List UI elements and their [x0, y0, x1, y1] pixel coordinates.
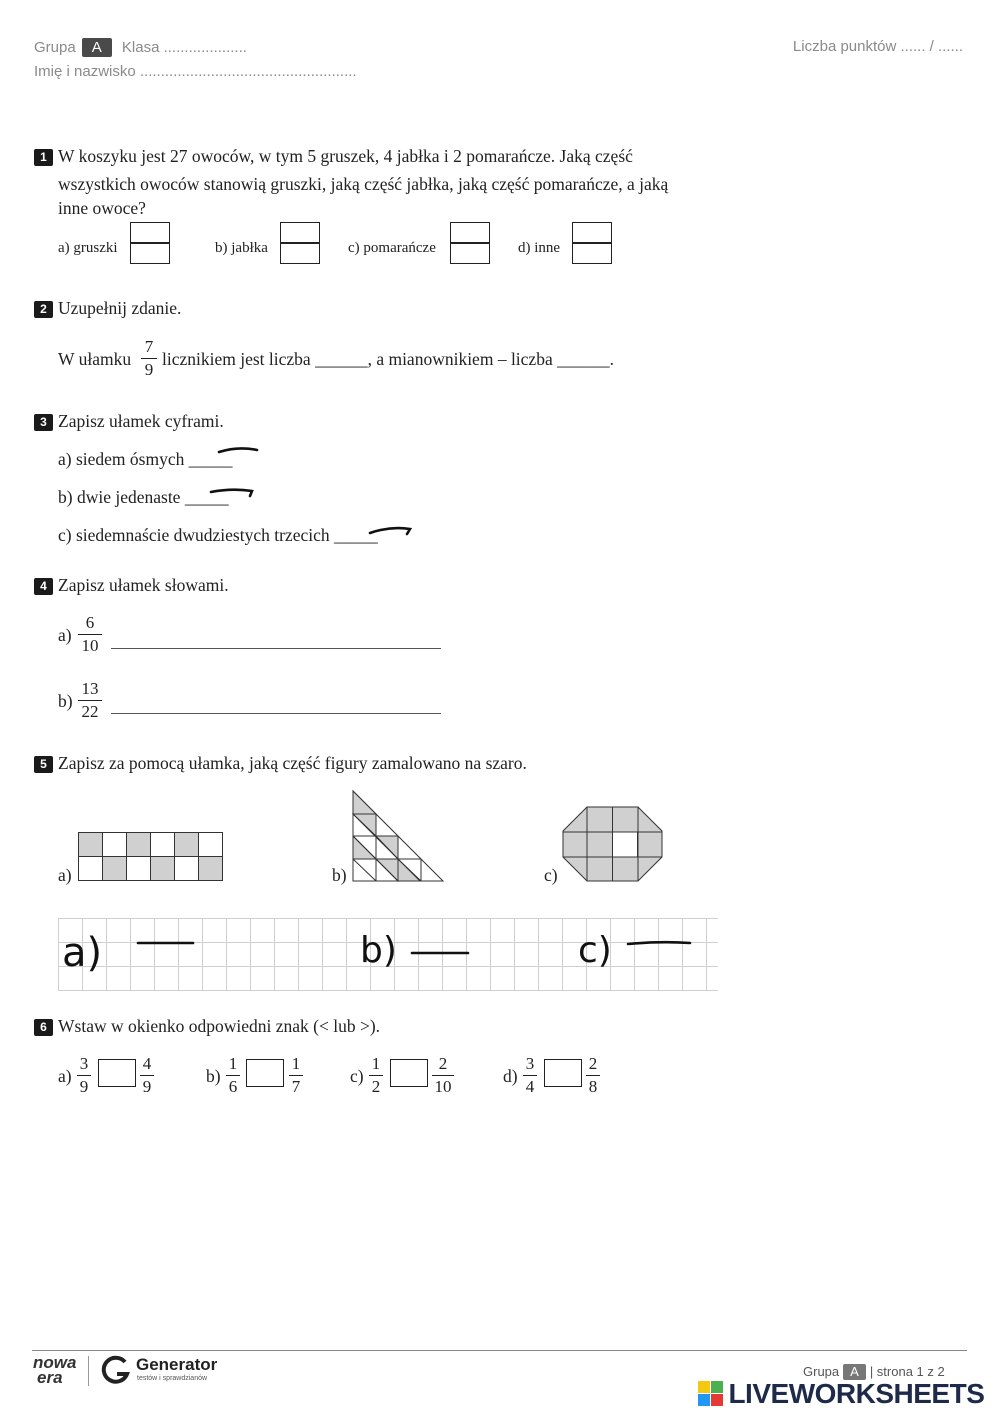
liveworksheets-logo-icon: [698, 1381, 724, 1407]
q6-d-label: d): [503, 1066, 518, 1086]
footer-strona: | strona 1 z 2: [869, 1364, 945, 1379]
q6-c-left-fraction: [369, 1054, 383, 1097]
generator-subtitle: testów i sprawdzianów: [137, 1375, 208, 1382]
q6-c-label: c): [350, 1066, 364, 1086]
q2-before: W ułamku: [58, 349, 132, 369]
q6-d-left-fraction: [523, 1054, 537, 1097]
q4-a-fraction: [78, 613, 102, 656]
q6-b-n2: 1: [291, 1054, 301, 1073]
q5-handwritten-fraction-bars: [0, 930, 1000, 970]
q5-prompt: Zapisz za pomocą ułamka, jaką część figury zamalowano na szaro.: [58, 753, 527, 773]
footer-grupa-badge: A: [843, 1364, 866, 1380]
q2-fraction-numerator: 7: [144, 337, 154, 356]
q6-b-d2: 7: [291, 1077, 301, 1096]
q6-d-right-fraction: [586, 1054, 600, 1097]
q6-c-bar1: [369, 1075, 383, 1076]
q6-prompt: Wstaw w okienko odpowiedni znak (< lub >).: [58, 1016, 381, 1036]
q2-after: licznikiem jest liczba ______, a mianownikiem – liczba ______.: [162, 349, 614, 369]
q4-a-denominator: 10: [81, 636, 99, 655]
q6-a-d1: 9: [79, 1077, 89, 1096]
q6-b-label: b): [206, 1066, 221, 1086]
q6-b-bar2: [289, 1075, 303, 1076]
logo-separator: [88, 1356, 89, 1386]
q6-a-bar1: [77, 1075, 91, 1076]
q4-b-label: b): [58, 691, 73, 711]
q6-d-n1: 3: [525, 1054, 535, 1073]
q6-a-left-fraction: [77, 1054, 91, 1097]
footer-divider: [32, 1350, 967, 1351]
q3-number: 3: [34, 414, 53, 431]
q5-b-label: b): [332, 865, 347, 885]
q3-b: b) dwie jedenaste _____: [58, 487, 229, 507]
grupa-badge: A: [82, 38, 112, 57]
q3-handwritten-strokes: [0, 0, 1000, 560]
q4-b-denominator: 22: [81, 702, 99, 721]
q6-c-n1: 1: [371, 1054, 381, 1073]
q3-a: a) siedem ósmych _____: [58, 449, 233, 469]
q6-b-bar1: [226, 1075, 240, 1076]
grupa-label: Grupa: [34, 39, 76, 56]
generator-title: Generator: [136, 1355, 218, 1374]
q4-number: 4: [34, 578, 53, 595]
logo-era: era: [37, 1368, 63, 1387]
q6-number: 6: [34, 1019, 53, 1036]
q1-line3: inne owoce?: [58, 198, 146, 218]
q6-c-n2: 2: [438, 1054, 448, 1073]
q6-b-left-fraction: [226, 1054, 240, 1097]
q1-c-label: c) pomarańcze: [348, 240, 436, 256]
q6-a-bar2: [140, 1075, 154, 1076]
q6-c-bar2: [432, 1075, 454, 1076]
q1-line2: wszystkich owoców stanowią gruszki, jaką część jabłka, jaką część pomarańcze, a jaką: [58, 174, 669, 194]
q4-a-numerator: 6: [85, 613, 95, 632]
q6-d-bar2: [586, 1075, 600, 1076]
q6-b-sign-box[interactable]: [246, 1059, 284, 1087]
q4-b-fraction: [78, 679, 102, 722]
q2-fraction-denominator: 9: [144, 360, 154, 379]
liveworksheets-watermark: [698, 1378, 984, 1408]
q4-b-bar: [78, 700, 102, 701]
q6-a-right-fraction: [140, 1054, 154, 1097]
q6-c-right-fraction: [432, 1054, 454, 1097]
q3-c: c) siedemnaście dwudziestych trzecich _____: [58, 525, 378, 545]
q5-b-triangle-figure: [350, 788, 446, 884]
q4-prompt: Zapisz ułamek słowami.: [58, 575, 229, 595]
q6-d-sign-box[interactable]: [544, 1059, 582, 1087]
q1-number: 1: [34, 149, 53, 166]
q2-number: 2: [34, 301, 53, 318]
q5-c-octagon-figure: [562, 806, 664, 884]
generator-g-icon: [100, 1354, 132, 1386]
q6-c-d1: 2: [371, 1077, 381, 1096]
imie-field: Imię i nazwisko ....................................................: [34, 63, 357, 80]
q4-b-answer-line[interactable]: [111, 713, 441, 714]
q4-a-bar: [78, 634, 102, 635]
q5-hand-b: b): [360, 930, 397, 971]
q6-c-d2: 10: [434, 1077, 452, 1096]
punkty-field: Liczba punktów ...... / ......: [792, 38, 963, 55]
q1-a-label: a) gruszki: [58, 240, 118, 256]
q1-b-label: b) jabłka: [215, 240, 268, 256]
q5-number: 5: [34, 756, 53, 773]
q6-a-label: a): [58, 1066, 72, 1086]
q6-a-d2: 9: [142, 1077, 152, 1096]
q4-a-answer-line[interactable]: [111, 648, 441, 649]
q5-a-label: a): [58, 865, 72, 885]
footer-grupa-label: Grupa: [803, 1364, 840, 1379]
q6-a-n1: 3: [79, 1054, 89, 1073]
q6-d-n2: 2: [588, 1054, 598, 1073]
q6-d-bar1: [523, 1075, 537, 1076]
q6-b-d1: 6: [228, 1077, 238, 1096]
q6-b-right-fraction: [289, 1054, 303, 1097]
q5-a-rectangle-figure: [78, 832, 224, 884]
q2-prompt: Uzupełnij zdanie.: [58, 298, 182, 318]
liveworksheets-text: LIVEWORKSHEETS: [728, 1378, 985, 1409]
q6-a-sign-box[interactable]: [98, 1059, 136, 1087]
q6-c-sign-box[interactable]: [390, 1059, 428, 1087]
q5-c-label: c): [544, 865, 558, 885]
q6-prompt-row: [34, 1013, 380, 1039]
q1-text1: W koszyku jest 27 owoców, w tym 5 gruszek, 4 jabłka i 2 pomarańcze. Jaką część: [58, 146, 633, 166]
q6-d-d2: 8: [588, 1077, 598, 1096]
q5-prompt-row: [34, 750, 527, 776]
nowa-era-logo: [33, 1355, 76, 1385]
klasa-field: Klasa ....................: [121, 39, 247, 56]
q4-b-numerator: 13: [81, 679, 99, 698]
q6-b-n1: 1: [228, 1054, 238, 1073]
q4-a-label: a): [58, 625, 72, 645]
q4-prompt-row: [34, 572, 229, 598]
q5-hand-c: c): [578, 930, 612, 971]
logo-nowa: nowa: [33, 1353, 77, 1372]
q6-a-n2: 4: [142, 1054, 152, 1073]
q5-hand-a: a): [62, 930, 103, 976]
q1-d-label: d) inne: [518, 240, 561, 256]
q6-d-d1: 4: [525, 1077, 535, 1096]
q3-prompt: Zapisz ułamek cyframi.: [58, 411, 224, 431]
